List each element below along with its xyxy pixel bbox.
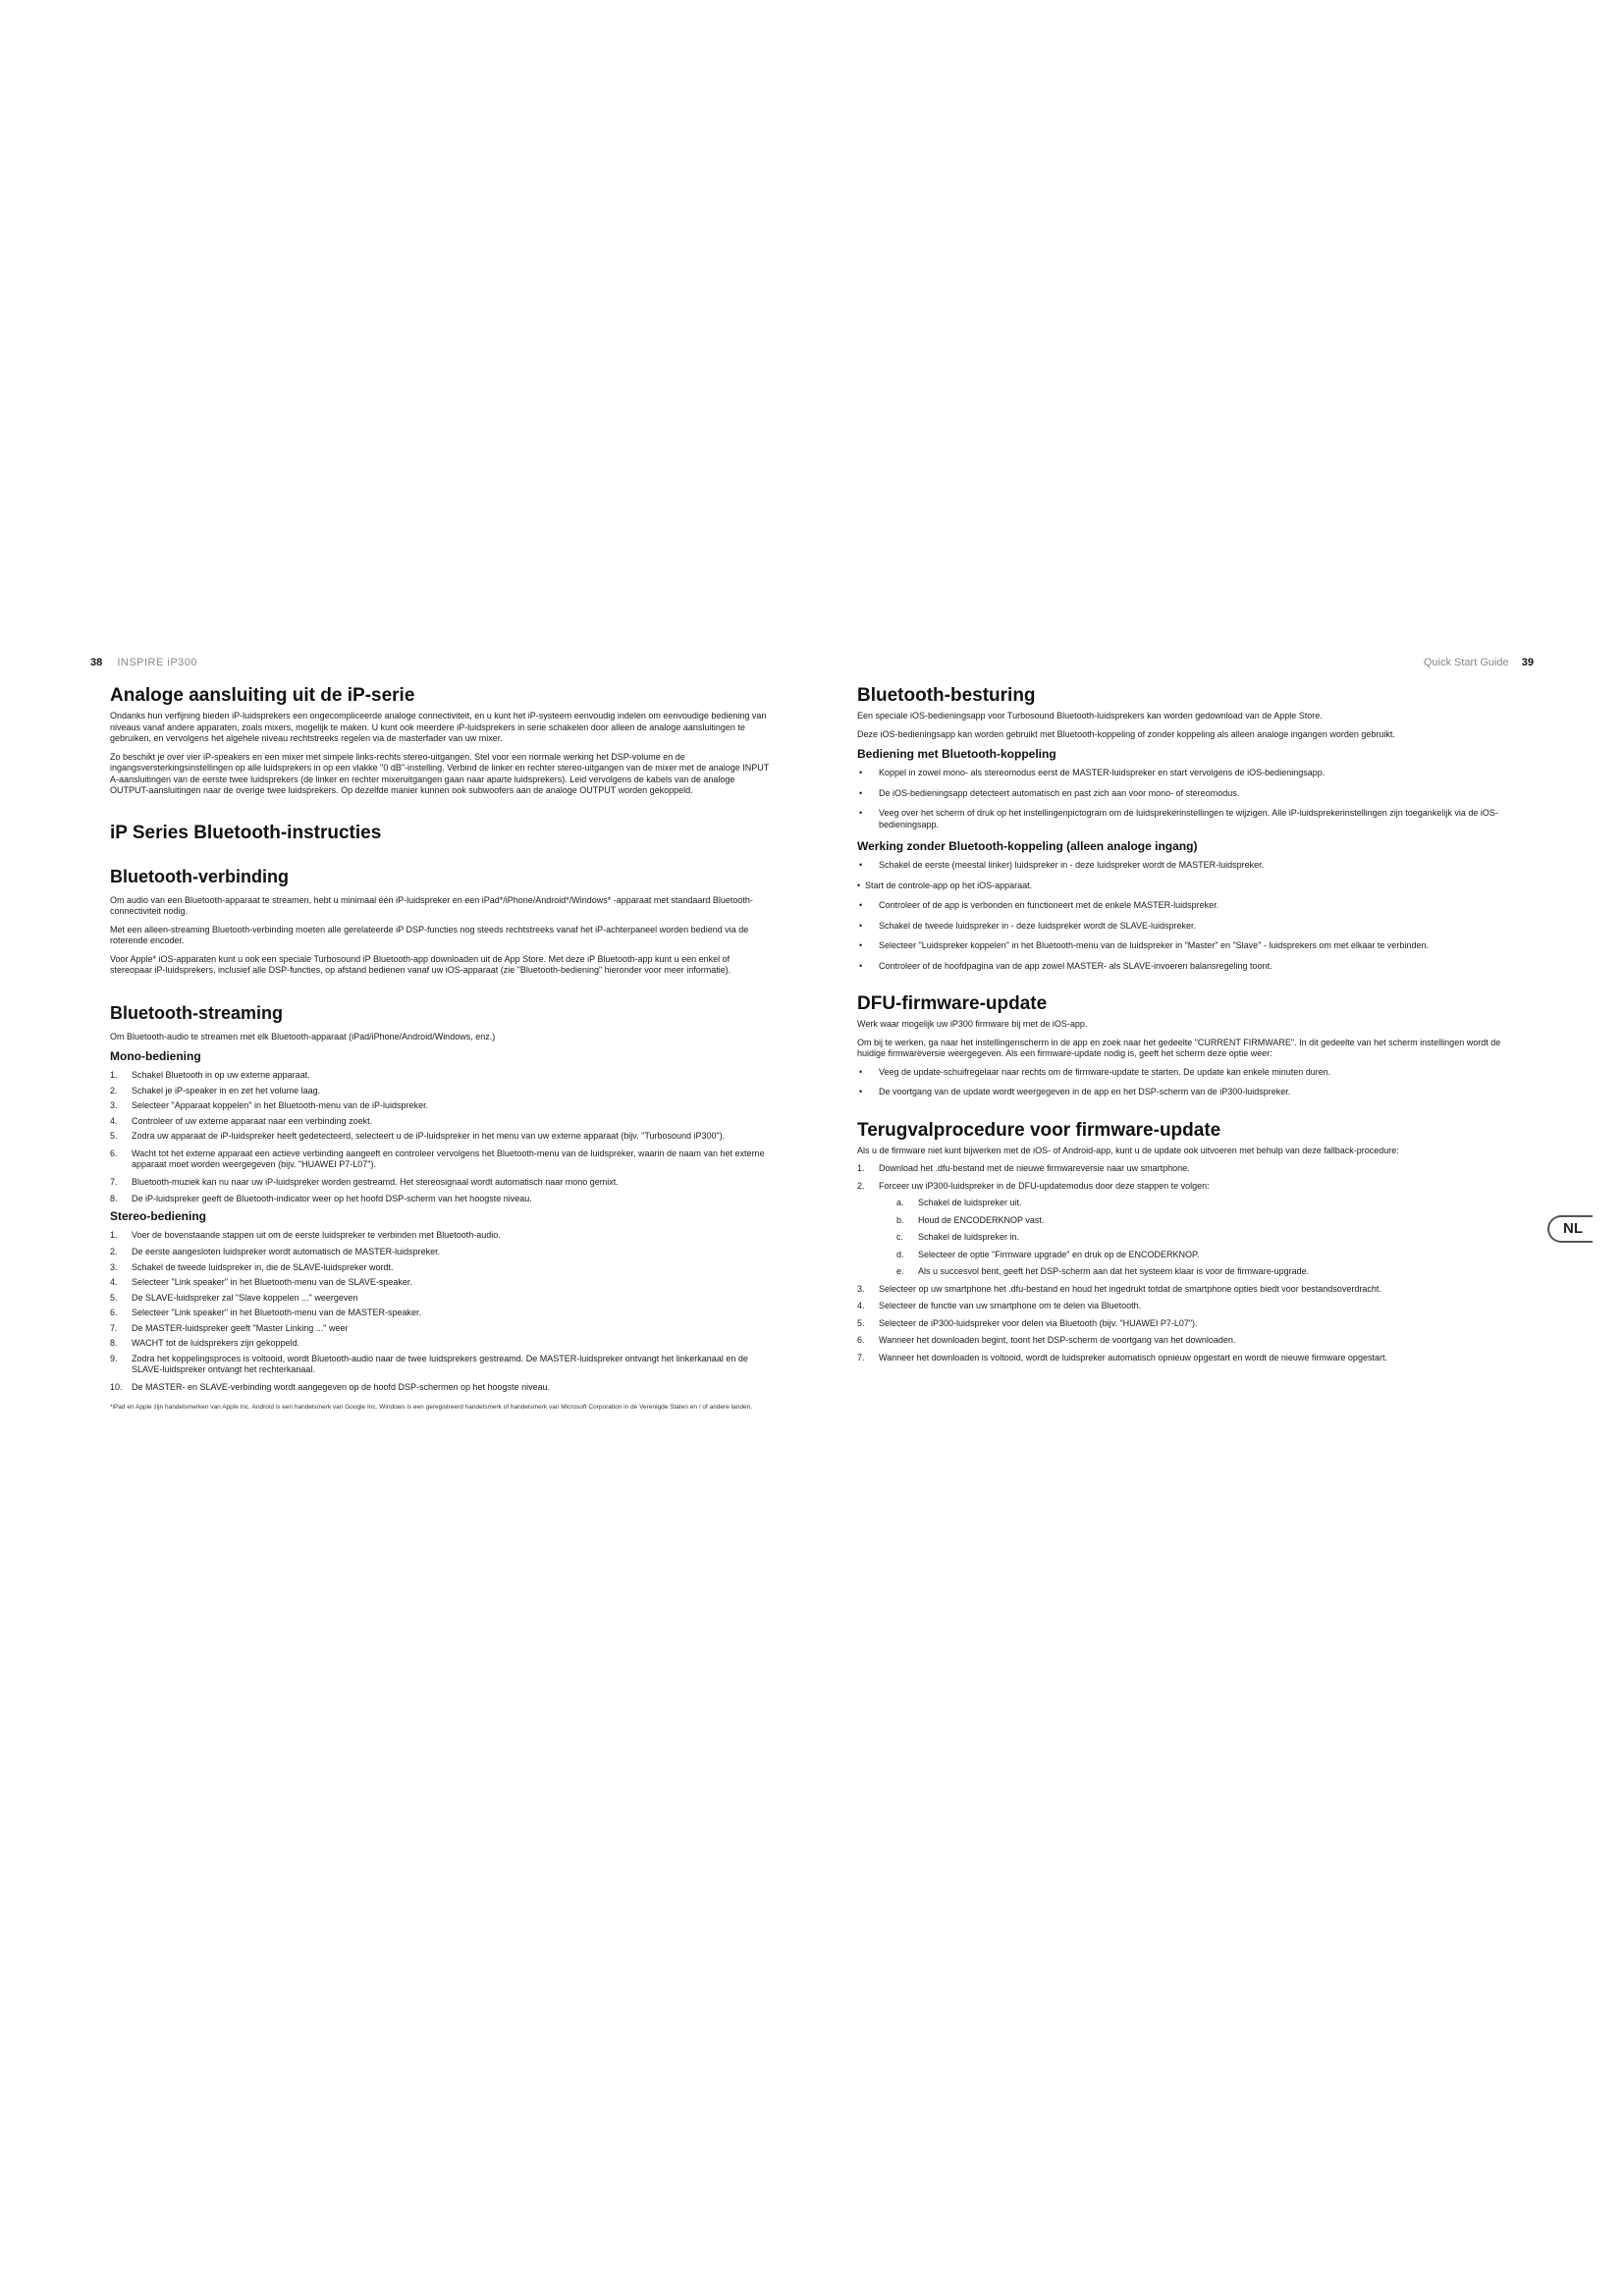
list-item: • Controleer of de hoofdpagina van de app zowel MASTER- als SLAVE-invoeren balansregeling toont. [859, 960, 1272, 971]
list-item: • Schakel de tweede luidspreker in - deze luidspreker wordt de SLAVE-luidspreker. [859, 920, 1197, 931]
guide-name: Quick Start Guide [1423, 657, 1509, 668]
analog-paragraph-2: Zo beschikt je over vier iP-speakers en een mixer met simpele links-rechts stereo-uitgangen. Stel voor een normale werking het DSP-volume en de ingangsversterkingsinstellingen op alle luidsprekers in op een vlakke "0 dB"-instelling. Verbind de linker en rechter stereo-uitgangen van de mixer met de analoge INPUT A-aansluitingen van de eerste twee luidsprekers (de linker en rechter mixeruitgangen gaan naar aparte luidsprekers). Leid vervolgens de kabels van de analoge OUTPUT-aansluitingen naar de overige twee luidsprekers. Op dezelfde manier kunnen ook subwoofers aan de analoge OUTPUT worden gekoppeld. [110, 751, 770, 795]
list-item: 1. Schakel Bluetooth in op uw externe apparaat. [110, 1070, 310, 1080]
list-item: 4. Selecteer "Link speaker" in het Bluetooth-menu van de SLAVE-speaker. [110, 1277, 412, 1287]
list-item: • Start de controle-app op het iOS-apparaat. [857, 880, 1033, 890]
fallback-paragraph-1: Als u de firmware niet kunt bijwerken met de iOS- of Android-app, kunt u de update ook uitvoeren met behulp van deze fallback-procedure: [857, 1145, 1399, 1155]
list-item: 3. Selecteer op uw smartphone het .dfu-bestand en houd het ingedrukt totdat de smartphone opties biedt voor bestandsoverdracht. [857, 1283, 1381, 1294]
stereo-title: Stereo-bediening [110, 1208, 207, 1223]
list-item: 3. Selecteer "Apparaat koppelen" in het Bluetooth-menu van de iP-luidspreker. [110, 1100, 429, 1110]
bt-connection-paragraph-2: Met een alleen-streaming Bluetooth-verbinding moeten alle gerelateerde iP DSP-functies nog steeds rechtstreeks vanaf het iP-achterpaneel worden bediend via de roterende encoder. [110, 924, 749, 945]
list-item: d. Selecteer de optie "Firmware upgrade" en druk op de ENCODERKNOP. [896, 1249, 1200, 1259]
list-item: 2. Schakel je iP-speaker in en zet het volume laag. [110, 1085, 321, 1095]
list-item: 4. Controleer of uw externe apparaat naar een verbinding zoekt. [110, 1115, 373, 1126]
list-item: 3. Schakel de tweede luidspreker in, die de SLAVE-luidspreker wordt. [110, 1261, 394, 1272]
list-item: 6. Wacht tot het externe apparaat een actieve verbinding aangeeft en controleer vervolgens het Bluetooth-menu van de luidspreker, waarin de naam van het externe apparaat moet worden weergegeven (bijv. "HUAWEI P7-L07"). [110, 1148, 765, 1169]
bt-control-title: Bluetooth-besturing [857, 685, 1036, 706]
list-item: 5. Selecteer de iP300-luidspreker voor delen via Bluetooth (bijv. "HUAWEI P7-L07"). [857, 1317, 1198, 1328]
dfu-paragraph-2: Om bij te werken, ga naar het instellingenscherm in de app en zoek naar het gedeelte "CURRENT FIRMWARE". In dit gedeelte van het scherm instellingen wordt de huidige firmwareversie weergegeven. Als een firmware-update nodig is, geeft het scherm deze optie weer: [857, 1037, 1501, 1058]
list-item: 8. WACHT tot de luidsprekers zijn gekoppeld. [110, 1338, 300, 1348]
list-item: 1. Voer de bovenstaande stappen uit om de eerste luidspreker te verbinden met Bluetooth-audio. [110, 1229, 501, 1240]
analog-paragraph-1: Ondanks hun verfijning bieden iP-luidsprekers een ongecompliceerde analoge connectiviteit, en u kunt het iP-systeem eenvoudig indelen om eenvoudige bediening van niveaus vanaf andere apparaten, zoals mixers, mogelijk te maken. U kunt ook meerdere iP-luidsprekers in serie schakelen door alleen de analoge aansluitingen te gebruiken, en vervolgens het algehele niveau rechtstreeks regelen via de masterfader van uw mixer. [110, 711, 767, 743]
bt-control-paragraph-1: Een speciale iOS-bedieningsapp voor Turbosound Bluetooth-luidsprekers kan worden gedownload van de Apple Store. [857, 711, 1323, 721]
list-item: • De voortgang van de update wordt weergegeven in de app en het DSP-scherm van de iP300-luidspreker. [859, 1087, 1291, 1096]
list-item: 7. Wanneer het downloaden is voltooid, wordt de luidspreker automatisch opnieuw opgestart en wordt de nieuwe firmware opgestart. [857, 1352, 1387, 1362]
fallback-steps-list [857, 1163, 1513, 1363]
list-item: 10. De MASTER- en SLAVE-verbinding wordt aangegeven op de hoofd DSP-schermen op het hoogste niveau. [110, 1381, 551, 1392]
left-column [110, 656, 774, 1412]
right-column [857, 656, 1513, 1369]
list-item: • Controleer of de app is verbonden en functioneert met de enkele MASTER-luidspreker. [859, 900, 1219, 910]
with-pairing-title: Bediening met Bluetooth-koppeling [857, 747, 1056, 761]
without-pairing-list [857, 860, 1513, 972]
list-item: • Selecteer "Luidspreker koppelen" in het Bluetooth-menu van de luidspreker in "Master" en "Slave" - luidsprekers om met elkaar te verbinden. [859, 940, 1429, 950]
without-pairing-title: Werking zonder Bluetooth-koppeling (alleen analoge ingang) [857, 839, 1198, 853]
list-item: 8. De iP-luidspreker geeft de Bluetooth-indicator weer op het hoofd DSP-scherm van het hoogste niveau. [110, 1194, 532, 1203]
list-item: 6. Selecteer "Link speaker" in het Bluetooth-menu van de MASTER-speaker. [110, 1308, 422, 1317]
dfu-title: DFU-firmware-update [857, 993, 1048, 1014]
product-name: INSPIRE iP300 [117, 657, 198, 668]
bt-streaming-title: Bluetooth-streaming [110, 1002, 284, 1023]
fallback-title: Terugvalprocedure voor firmware-update [857, 1119, 1221, 1141]
list-item: 5. De SLAVE-luidspreker zal "Slave koppelen ..." weergeven [110, 1292, 358, 1303]
bt-streaming-intro: Om Bluetooth-audio te streamen met elk Bluetooth-apparaat (iPad/iPhone/Android/Windows, enz.) [110, 1031, 496, 1041]
list-item: 7. Bluetooth-muziek kan nu naar uw iP-luidspreker worden gestreamd. Het stereosignaal wordt automatisch naar mono gemixt. [110, 1176, 619, 1187]
mono-title: Mono-bediening [110, 1049, 201, 1063]
bt-instructions-title: iP Series Bluetooth-instructies [110, 822, 382, 843]
bt-control-paragraph-2: Deze iOS-bedieningsapp kan worden gebruikt met Bluetooth-koppeling of zonder koppeling als alleen analoge ingangen worden gebruikt. [857, 728, 1395, 739]
language-tab-nl: NL [1547, 1215, 1593, 1243]
list-item: 9. Zodra het koppelingsproces is voltooid, wordt Bluetooth-audio naar de twee luidsprekers gestreamd. De MASTER-luidspreker ontvangt het linkerkanaal en de SLAVE-luidspreker ontvangt het rechterkanaal. [110, 1353, 748, 1374]
analog-title: Analoge aansluiting uit de iP-serie [110, 685, 415, 706]
stereo-steps-list [110, 1230, 774, 1394]
list-item: 7. De MASTER-luidspreker geeft "Master Linking ..." weer [110, 1322, 349, 1333]
list-item: • Veeg de update-schuifregelaar naar rechts om de firmware-update te starten. De update kan enkele minuten duren. [859, 1066, 1331, 1077]
list-item: • Veeg over het scherm of druk op het instellingenpictogram om de luidsprekerinstellingen te wijzigen. Alle iP-luidsprekerinstellingen zijn toegankelijk via de iOS-bedieningsapp. [859, 808, 1498, 829]
mono-steps-list [110, 1070, 774, 1205]
list-item: 4. Selecteer de functie van uw smartphone om te delen via Bluetooth. [857, 1301, 1142, 1310]
list-item: 2. De eerste aangesloten luidspreker wordt automatisch de MASTER-luidspreker. [110, 1247, 441, 1256]
bt-connection-paragraph-1: Om audio van een Bluetooth-apparaat te streamen, hebt u minimaal één iP-luidspreker en een iPad*/iPhone/Android*/Windows* -apparaat met standaard Bluetooth-connectiviteit nodig. [110, 894, 753, 916]
list-item: • Schakel de eerste (meestal linker) luidspreker in - deze luidspreker wordt de MASTER-luidspreker. [859, 860, 1265, 870]
bt-connection-title: Bluetooth-verbinding [110, 866, 289, 886]
right-page-number: 39 [1521, 657, 1534, 668]
list-item: • Koppel in zowel mono- als stereomodus eerst de MASTER-luidspreker en start vervolgens de iOS-bedieningsapp. [859, 768, 1326, 777]
dfu-paragraph-1: Werk waar mogelijk uw iP300 firmware bij met de iOS-app. [857, 1019, 1088, 1029]
list-item: c. Schakel de luidspreker in. [896, 1232, 1020, 1242]
list-item: b. Houd de ENCODERKNOP vast. [896, 1214, 1045, 1225]
left-page-number: 38 [90, 657, 103, 668]
list-item: 1. Download het .dfu-bestand met de nieuwe firmwareversie naar uw smartphone. [857, 1163, 1190, 1173]
list-item: 2. Forceer uw iP300-luidspreker in de DFU-updatemodus door deze stappen te volgen: [857, 1180, 1210, 1191]
with-pairing-list [857, 768, 1513, 830]
list-item: e. Als u succesvol bent, geeft het DSP-scherm aan dat het systeem klaar is voor de firmware-upgrade. [896, 1266, 1310, 1276]
bt-connection-paragraph-3: Voor Apple* iOS-apparaten kunt u ook een speciale Turbosound iP Bluetooth-app downloaden uit de App Store. Met deze iP Bluetooth-app kunt u een enkel of stereopaar iP-luidsprekers, inclusief alle DSP-functies, op afstand bedienen vanaf uw iOS-apparaat (zie "Bluetooth-bediening" hieronder voor meer informatie). [110, 953, 731, 975]
list-item: 5. Zodra uw apparaat de iP-luidspreker heeft gedetecteerd, selecteert u de iP-luidspreker in het menu van uw externe apparaat (bijv. "Turbosound iP300"). [110, 1131, 726, 1141]
list-item: a. Schakel de luidspreker uit. [896, 1198, 1022, 1207]
list-item: 6. Wanneer het downloaden begint, toont het DSP-scherm de voortgang van het downloaden. [857, 1335, 1236, 1345]
dfu-list [857, 1067, 1513, 1098]
trademark-footnote: *iPad en Apple zijn handelsmerken van Apple Inc. Android is een handelsmerk van Google Inc. Windows is een geregistreerd handelsmerk of handelsmerk van Microsoft Corporation in de Verenigde Staten en / of andere landen. [110, 1404, 753, 1411]
list-item: • De iOS-bedieningsapp detecteert automatisch en past zich aan voor mono- of stereomodus. [859, 787, 1240, 798]
